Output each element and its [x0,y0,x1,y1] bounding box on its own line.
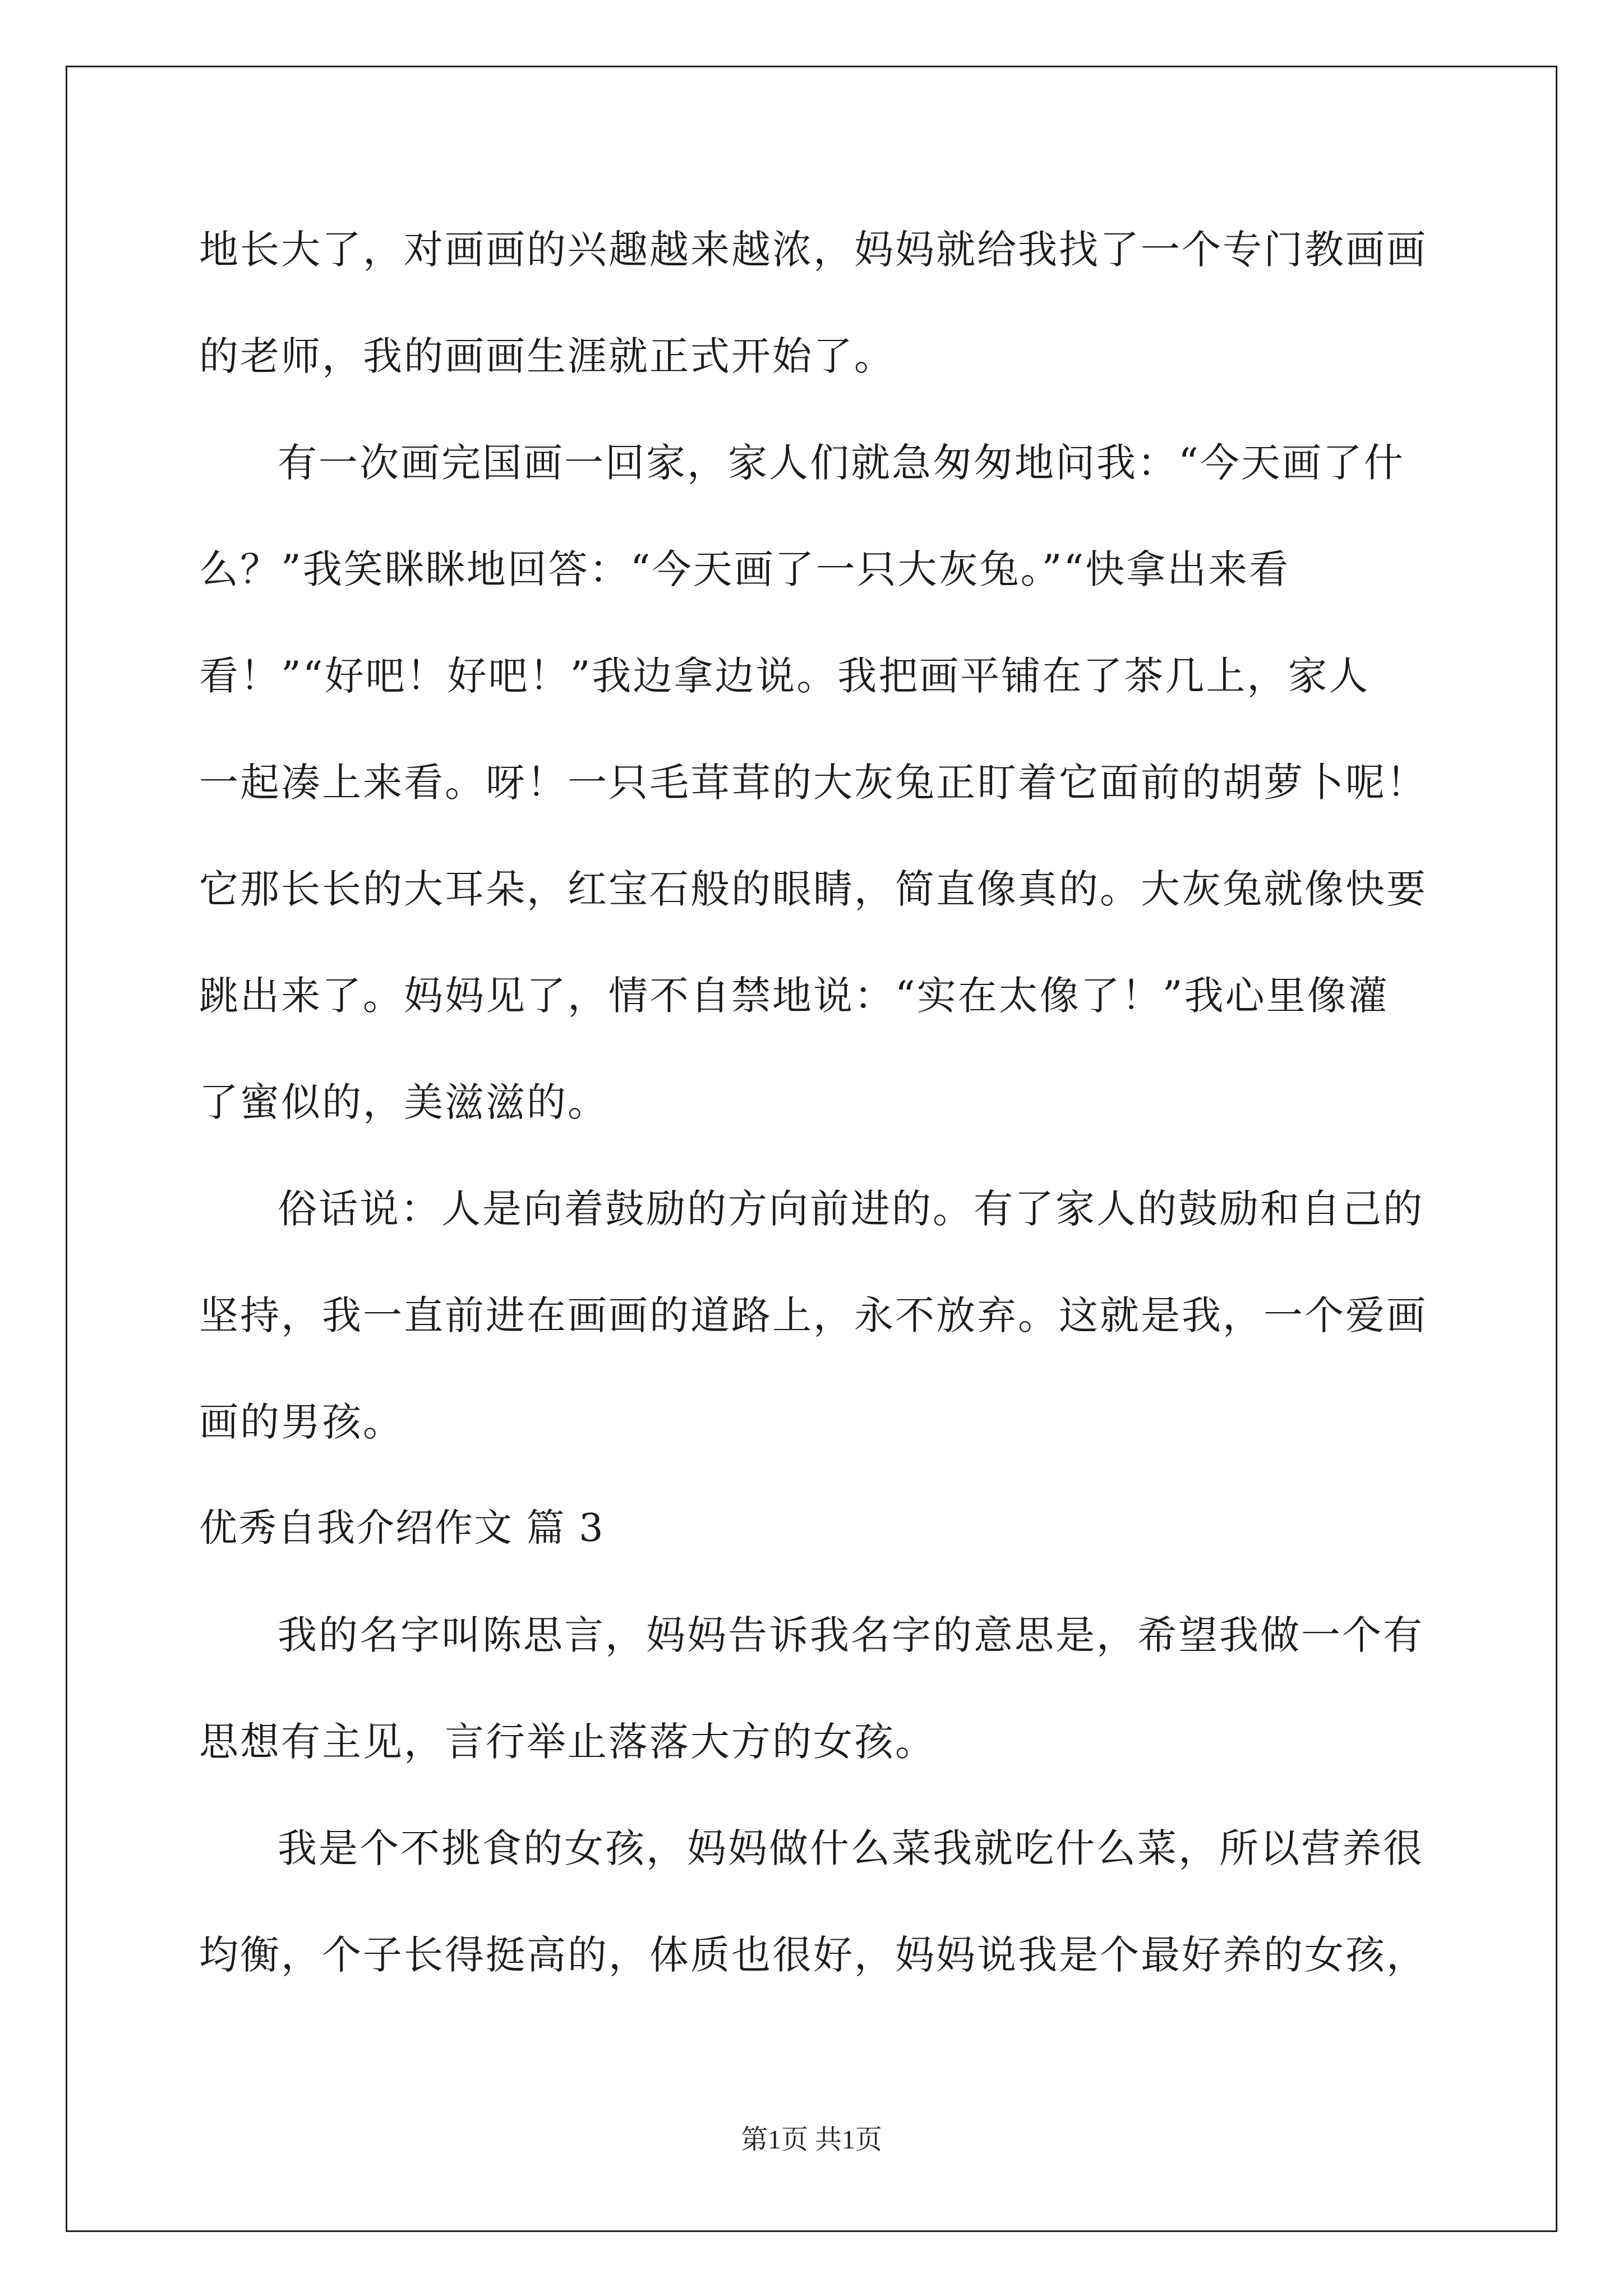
text-line: 我是个不挑食的女孩，妈妈做什么菜我就吃什么菜，所以营养很 [278,1825,1424,1871]
text-line: 地长大了，对画画的兴趣越来越浓，妈妈就给我找了一个专门教画画 [199,227,1427,273]
text-line: 它那长长的大耳朵，红宝石般的眼睛，简直像真的。大灰兔就像快要 [199,866,1427,912]
text-line: 跳出来了。妈妈见了，情不自禁地说：“实在太像了！”我心里像灌 [199,973,1389,1019]
text-line: 看！”“好吧！好吧！”我边拿边说。我把画平铺在了茶几上，家人 [199,653,1370,699]
paragraph [199,196,1433,409]
section-heading: 优秀自我介绍作文 篇 3 [199,1506,605,1550]
page-number-footer: 第1页 共1页 [740,2125,882,2155]
text-line: 了蜜似的，美滋滋的。 [199,1079,608,1125]
text-line: 思想有主见，言行举止落落大方的女孩。 [199,1719,936,1765]
text-line: 一起凑上来看。呀！一只毛茸茸的大灰兔正盯着它面前的胡萝卜呢！ [199,760,1427,806]
paragraph [199,1795,1433,2008]
text-line: 画的男孩。 [199,1399,404,1445]
text-line: 有一次画完国画一回家，家人们就急匆匆地问我：“今天画了什 [278,440,1405,486]
document-body [199,196,1433,2008]
paragraph [199,1582,1433,1795]
text-line: 么？”我笑眯眯地回答：“今天画了一只大灰兔。”“快拿出来看 [199,546,1290,592]
text-line: 我的名字叫陈思言，妈妈告诉我名字的意思是，希望我做一个有 [278,1612,1424,1658]
paragraph [199,1156,1433,1475]
paragraph [199,409,1433,1156]
text-line: 坚持，我一直前进在画画的道路上，永不放弃。这就是我，一个爱画 [199,1292,1427,1338]
text-line: 俗话说：人是向着鼓励的方向前进的。有了家人的鼓励和自己的 [278,1186,1424,1232]
text-line: 的老师，我的画画生涯就正式开始了。 [199,333,895,379]
text-line: 均衡，个子长得挺高的，体质也很好，妈妈说我是个最好养的女孩， [199,1932,1427,1978]
